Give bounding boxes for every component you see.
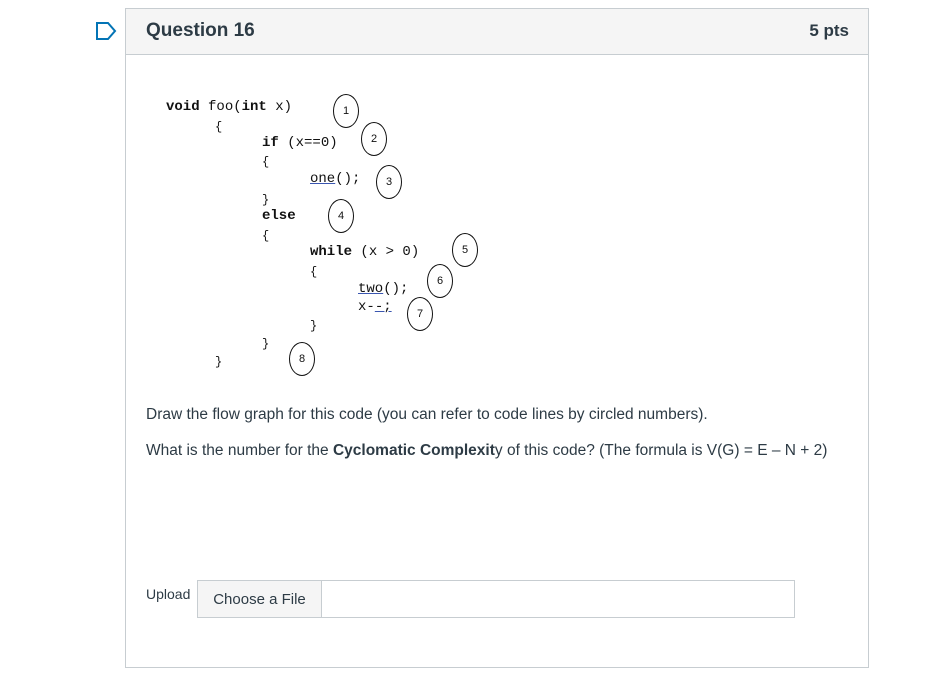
circle-label-7: 7 [407,297,433,331]
code-close-brace-3: } [262,337,270,351]
code-close-brace-2: } [262,193,270,207]
circle-label-5: 5 [452,233,478,267]
upload-label: Upload [146,586,191,602]
code-line-else: else [262,208,296,224]
question-title: Question 16 [146,20,255,41]
code-line-if: if (x==0) [262,135,338,151]
choose-file-button[interactable]: Choose a File [198,581,322,617]
code-line-signature: void foo(int x) [166,99,293,115]
code-line-decrement: x--; [358,299,392,315]
code-line-while: while (x > 0) [310,244,420,260]
circle-label-6: 6 [427,264,453,298]
circle-label-8: 8 [289,342,315,376]
circle-label-1: 1 [333,94,359,128]
flag-icon[interactable] [95,21,117,41]
question-points: 5 pts [809,21,849,40]
code-close-brace-4: } [310,319,318,333]
code-open-brace-2: { [262,155,270,169]
code-open-brace-1: { [215,120,223,134]
code-line-one: one(); [310,171,361,187]
prompt-cyclomatic: What is the number for the Cyclomatic Complexity of this code? (The formula is V(G) = E – N + 2) [146,442,828,459]
circle-label-2: 2 [361,122,387,156]
circle-label-3: 3 [376,165,402,199]
circle-label-4: 4 [328,199,354,233]
code-close-brace-1: } [215,355,223,369]
code-line-two: two(); [358,281,409,297]
question-header [126,9,868,55]
code-open-brace-4: { [310,265,318,279]
prompt-flow-graph: Draw the flow graph for this code (you can refer to code lines by circled numbers). [146,406,708,423]
code-open-brace-3: { [262,229,270,243]
file-upload-field[interactable] [197,580,795,618]
